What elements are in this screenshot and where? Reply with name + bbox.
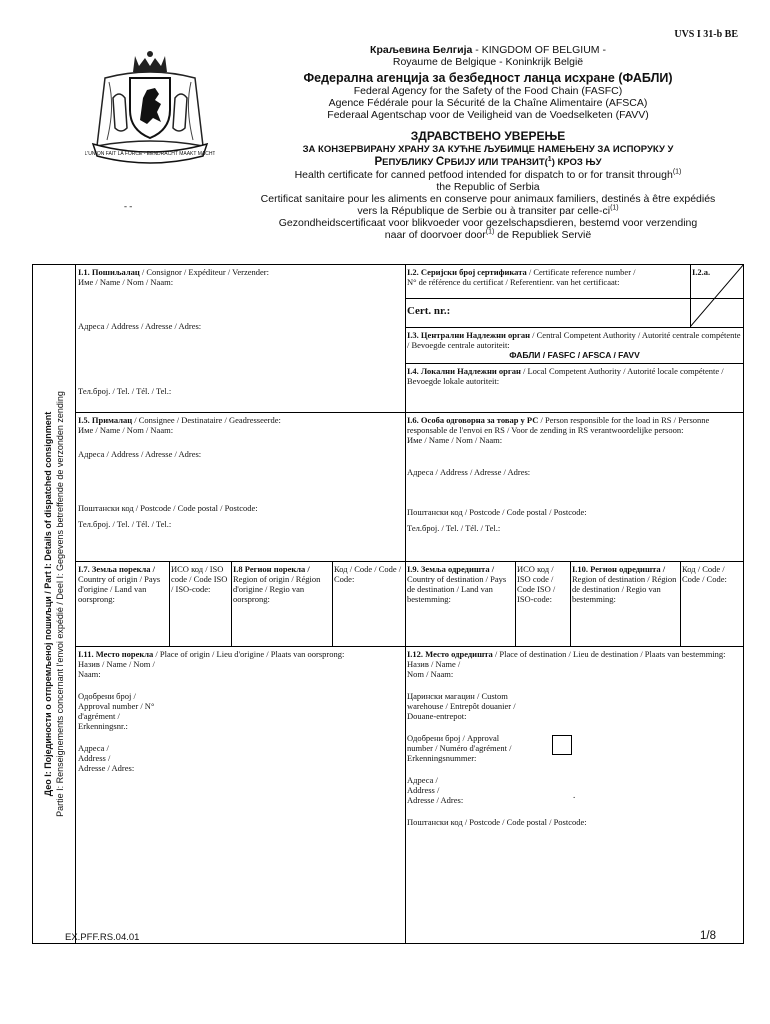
i2-label-2: N° de référence du certificat / Referentienr. van het certificaat:	[407, 277, 620, 287]
title-nl-2	[232, 229, 744, 241]
kingdom-en: - KINGDOM OF BELGIUM -	[472, 44, 606, 56]
i9-heading: I.9. Земља одредишта /	[407, 564, 495, 574]
i11-heading: I.11. Место порекла	[78, 649, 154, 659]
title-nl-1: Gezondheidscertificaat voor blikvoeder voor gezelschapsdieren, bestemd voor verzending	[278, 217, 698, 229]
certificate-subtitle-1: ЗА КОНЗЕРВИРАНУ ХРАНУ ЗА КУЋНЕ ЉУБИМЦЕ НАМЕЊЕНУ ЗА ИСПОРУКУ У	[302, 144, 674, 155]
i10-label: Region of destination / Région de destination / Regio van bestemming:	[572, 574, 677, 604]
box-i6-responsible-person[interactable]	[405, 413, 744, 561]
title-fr-footnote: (1)	[610, 204, 619, 212]
header	[232, 44, 744, 241]
i1-tel-label: Тел.броj. / Tel. / Tél. / Tel.:	[78, 386, 172, 396]
title-nl-footnote: (1)	[485, 228, 495, 236]
i11-approval-label: Одобрени број / Approval number / N° d'agrément / Erkenningsnr.:	[78, 691, 155, 731]
box-i7-country-origin[interactable]	[76, 562, 169, 646]
sub-letter-s: С	[435, 156, 445, 168]
agency-en: Federal Agency for the Safety of the Food Chain (FASFC)	[353, 85, 623, 97]
title-en-2: the Republic of Serbia	[436, 181, 540, 193]
i6-postcode-label: Поштански код / Postcode / Code postal / Postcode:	[407, 507, 587, 517]
title-en-1	[232, 169, 744, 181]
box-i10-code[interactable]: Код / Code / Code / Code:	[682, 564, 727, 584]
i12-address-label: Адреса / Address / Adresse / Adres:	[407, 775, 464, 805]
customs-warehouse-checkbox[interactable]	[552, 735, 572, 755]
i1-address-label: Адреса / Address / Adresse / Adres:	[78, 321, 202, 331]
i12-heading: I.12. Место одредишта	[407, 649, 493, 659]
agency-title: Федерална агенција за безбедност ланца исхране (ФАБЛИ)	[303, 71, 673, 85]
title-fr-2	[232, 205, 744, 217]
kingdom-line-1	[232, 44, 744, 56]
i6-heading: I.6. Особа одговорна за товар у РС	[407, 415, 539, 425]
i6-tel-label: Тел.броj. / Tel. / Tél. / Tel.:	[407, 523, 501, 533]
part-one-side-label	[32, 264, 76, 944]
side-label-line-2: Partie I: Renseignements concernant l'envoi expédié / Deel I: Gegevens betreffende de verzonden zending	[55, 391, 65, 817]
title-fr-1: Certificat sanitaire pour les aliments en conserve pour animaux familiers, destinés à être expédiés	[260, 193, 716, 205]
box-i2a-label: I.2.a.	[692, 267, 711, 277]
box-i4-local-authority[interactable]	[405, 364, 744, 412]
page-number: 1/8	[700, 930, 716, 942]
i5-label: / Consignee / Destinataire / Geadresseerde:	[132, 415, 281, 425]
side-label-line-1: Део I: Појединости о отпремљеној пошиљци / Part I: Details of dispatched consignment	[43, 411, 53, 797]
sub-text-2: РБИЈУ ИЛИ ТРАНЗИТ(	[444, 157, 548, 168]
certificate-subtitle-2	[232, 156, 744, 169]
i12-postcode-label: Поштански код / Postcode / Code postal / Postcode:	[407, 817, 587, 827]
i12-approval-label: Одобрени број / Approval number / Numéro d'agrément / Erkenningsnummer:	[407, 733, 512, 763]
box-i5-consignee[interactable]	[76, 413, 405, 561]
certificate-title: ЗДРАВСТВЕНО УВЕРЕЊЕ	[410, 129, 566, 143]
box-i8-region-origin[interactable]	[231, 562, 332, 646]
i10-heading: I.10. Регион одредишта /	[572, 564, 666, 574]
i5-heading: I.5. Прималац	[78, 415, 133, 425]
crest-motto: L'UNION FAIT LA FORCE - EENDRACHT MAAKT MACHT	[85, 151, 215, 157]
title-en-text: Health certificate for canned petfood intended for dispatch to or for transit through	[294, 169, 673, 181]
box-i11-place-origin[interactable]	[76, 647, 405, 943]
box-i3-central-authority[interactable]	[405, 328, 744, 363]
i4-heading: I.4. Локални Надлежни орган	[407, 366, 521, 376]
i5-postcode-label: Поштански код / Postcode / Code postal / Postcode:	[78, 503, 258, 513]
i3-heading: I.3. Централни Надлежни орган	[407, 330, 531, 340]
sub-footnote: 1	[547, 155, 552, 163]
i8-heading: I.8 Регион порекла /	[233, 564, 310, 574]
i11-name-label: Назив / Name / Nom / Naam:	[78, 659, 155, 679]
i7-label: Country of origin / Pays d'origine / Land van oorsprong:	[78, 574, 161, 604]
i11-address-label: Адреса / Address / Adresse / Adres:	[78, 743, 135, 773]
i4-label: / Local Competent Authority / Autorité locale compétente / Bevoegde lokale autoriteit:	[407, 366, 724, 386]
kingdom-sr: Краљевина Белгија	[370, 44, 473, 56]
box-i7-iso-code[interactable]: ИСО код / ISO code / Code ISO / ISO-code:	[171, 564, 228, 594]
i2-heading: I.2. Серијски број сертификата	[407, 267, 527, 277]
i12-label: / Place of destination / Lieu de destination / Plaats van bestemming:	[492, 649, 726, 659]
agency-fr: Agence Fédérale pour la Sécurité de la Chaîne Alimentaire (AFSCA)	[328, 97, 648, 109]
box-i2-cert-ref[interactable]	[405, 265, 690, 298]
i1-name-label: Име / Name / Nom / Naam:	[78, 277, 174, 287]
agency-nl: Federaal Agentschap voor de Veiligheid van de Voedselketen (FAVV)	[327, 109, 649, 121]
i7-heading: I.7. Земља порекла /	[78, 564, 156, 574]
footer-form-code: EX.PFF.RS.04.01	[65, 932, 140, 943]
box-i1-consignor[interactable]	[76, 265, 405, 412]
i5-tel-label: Тел.броj. / Tel. / Tél. / Tel.:	[78, 519, 172, 529]
box-i9-iso-code[interactable]: ИСО код / ISO code / Code ISO / ISO-code:	[517, 564, 556, 604]
i3-value: ФАБЛИ / FASFC / AFSCA / FAVV	[509, 350, 640, 360]
title-nl-text-2: de Republiek Servië	[494, 229, 592, 241]
title-fr-text: vers la République de Serbie ou à transiter par celle-ci	[357, 205, 611, 217]
i5-name-label: Име / Name / Nom / Naam:	[78, 425, 174, 435]
i12-customs-label: Царински магацин / Custom warehouse / Entrepôt douanier / Douane-entrepot:	[407, 691, 516, 721]
i6-name-label: Име / Name / Nom / Naam:	[407, 435, 503, 445]
i1-heading: I.1. Пошиљалац	[78, 267, 140, 277]
crest-dash: - -	[124, 201, 133, 211]
i2-label: / Certificate reference number /	[526, 267, 636, 277]
sub-text-3: ) КРОЗ ЊУ	[551, 157, 602, 168]
box-i8-code[interactable]: Код / Code / Code / Code:	[334, 564, 402, 584]
i3-label: / Central Competent Authority / Autorité centrale compétente / Bevoegde centrale autoriteit:	[407, 330, 741, 350]
i12-dot: .	[573, 790, 576, 800]
sub-text-1: ЕПУБЛИКУ	[382, 157, 436, 168]
title-nl-text-1: naar of doorvoer door	[384, 229, 486, 241]
i6-address-label: Адреса / Address / Adresse / Adres:	[407, 467, 531, 477]
box-i9-country-destination[interactable]	[405, 562, 515, 646]
i12-name-label: Назив / Name / Nom / Naam:	[407, 659, 461, 679]
kingdom-line-2: Royaume de Belgique - Koninkrijk België	[392, 56, 584, 68]
sub-letter-r: Р	[374, 156, 383, 168]
i9-label: Country of destination / Pays de destination / Land van bestemming:	[407, 574, 507, 604]
i5-address-label: Адреса / Address / Adresse / Adres:	[78, 449, 202, 459]
cert-nr-field[interactable]: Cert. nr.:	[407, 305, 451, 317]
title-en-footnote: (1)	[672, 168, 682, 176]
box-i10-region-destination[interactable]	[570, 562, 680, 646]
belgian-coat-of-arms-icon	[85, 48, 215, 168]
reference-code: UVS I 31-b BE	[674, 29, 738, 40]
i11-label: / Place of origin / Lieu d'origine / Plaats van oorsprong:	[153, 649, 345, 659]
i6-label: / Person responsible for the load in RS / Personne responsable de l'envoi en RS / Voor de zending in RS verantwoordelijke persoon:	[407, 415, 710, 435]
i1-label: / Consignor / Expéditeur / Verzender:	[139, 267, 269, 277]
i8-label: Region of origin / Région d'origine / Regio van oorsprong:	[233, 574, 321, 604]
